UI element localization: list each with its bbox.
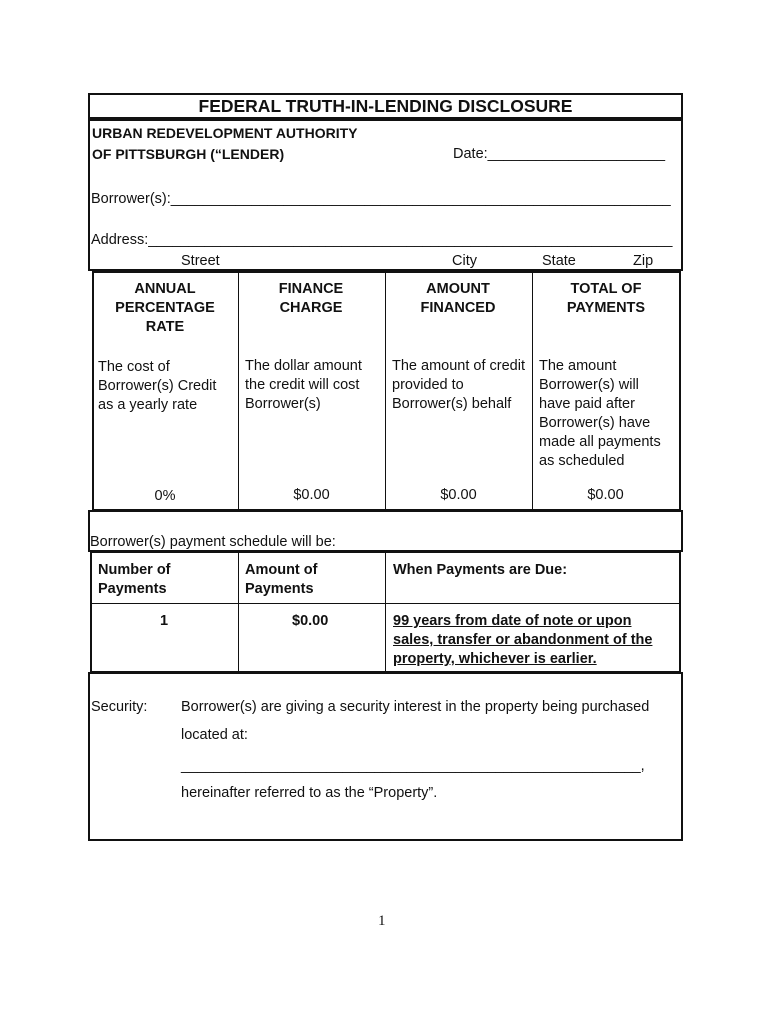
finance-charge-description: The dollar amount the credit will cost Borrower(s) [245, 358, 362, 412]
finance-charge-value: $0.00 [293, 487, 330, 503]
amount-financed-header: AMOUNT FINANCED [420, 281, 496, 316]
address-street-label: Street [181, 253, 220, 269]
finance-charge-header: FINANCE CHARGE [278, 281, 344, 316]
disclosure-divider-1 [238, 272, 239, 510]
security-property-note: hereinafter referred to as the “Property”. [181, 785, 438, 801]
amount-financed-value: $0.00 [440, 487, 477, 503]
document-title: FEDERAL TRUTH-IN-LENDING DISCLOSURE [198, 96, 573, 116]
total-payments-value: $0.00 [587, 487, 624, 503]
address-city-label: City [452, 253, 477, 269]
schedule-header-divider [91, 603, 680, 604]
apr-description: The cost of Borrower(s) Credit as a yearly rate [98, 359, 217, 413]
lender-name-line1: URBAN REDEVELOPMENT AUTHORITY [92, 125, 358, 141]
disclosure-divider-2 [385, 272, 386, 510]
lender-name-line2: OF PITTSBURGH (“LENDER) [92, 146, 285, 162]
total-payments-description: The amount Borrower(s) will have paid after Borrower(s) have made all payments as scheduled [539, 358, 661, 469]
amount-of-payments-value: $0.00 [292, 613, 329, 629]
page-number: 1 [378, 913, 386, 929]
amount-of-payments-header: Amount of Payments [245, 562, 318, 597]
schedule-intro: Borrower(s) payment schedule will be: [90, 534, 336, 550]
apr-value: 0% [154, 488, 176, 504]
address-field[interactable]: Address:_________________________________________________________________ [91, 232, 673, 248]
schedule-divider-1 [238, 552, 239, 672]
borrower-field[interactable]: Borrower(s):______________________________________________________________ [91, 191, 671, 207]
disclosure-divider-3 [532, 272, 533, 510]
schedule-divider-2 [385, 552, 386, 672]
security-located-at: located at: [181, 727, 248, 743]
address-state-label: State [542, 253, 576, 269]
number-of-payments-header: Number of Payments [98, 562, 171, 597]
property-address-field[interactable]: _________________________________________________________, [181, 758, 645, 774]
payment-due-terms: 99 years from date of note or upon sales, transfer or abandonment of the property, whichever is earlier. [393, 613, 653, 667]
total-payments-header: TOTAL OF PAYMENTS [566, 281, 646, 316]
date-field[interactable]: Date:______________________ [453, 146, 666, 162]
apr-header: ANNUAL PERCENTAGE RATE [115, 281, 215, 335]
when-payments-due-header: When Payments are Due: [393, 562, 568, 578]
address-zip-label: Zip [633, 253, 654, 269]
number-of-payments-value: 1 [160, 613, 169, 629]
amount-financed-description: The amount of credit provided to Borrower(s) behalf [392, 358, 525, 412]
security-text: Borrower(s) are giving a security interest in the property being purchased [181, 699, 650, 715]
security-label: Security: [91, 699, 148, 715]
